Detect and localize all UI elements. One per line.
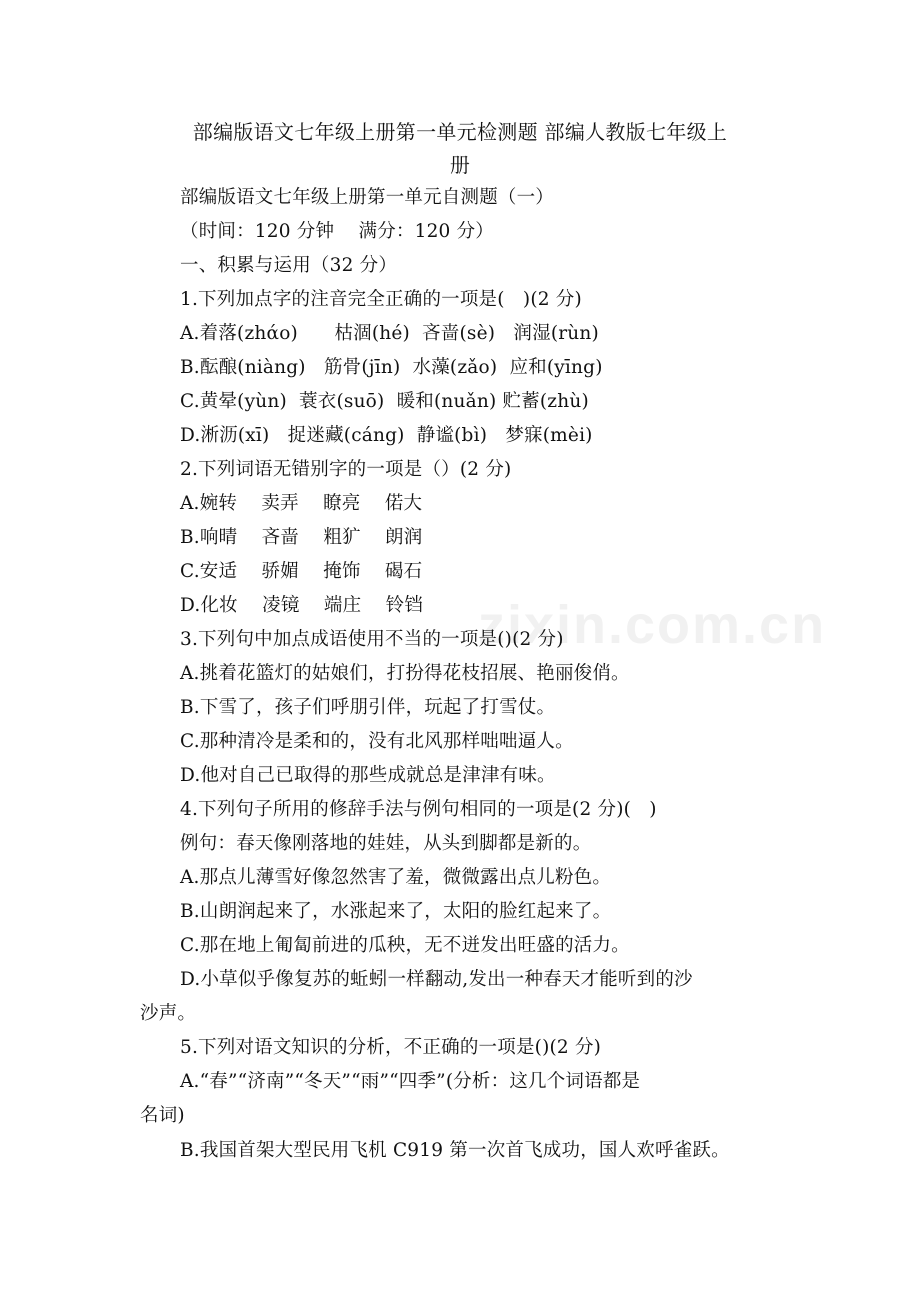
time-info: （时间：120 分钟 满分：120 分）	[180, 221, 495, 242]
title-line-2: 册	[449, 153, 471, 177]
q1-option-a: A.着落(zhάo) 枯涸(hé) 吝啬(sè) 润湿(rùn)	[180, 323, 599, 344]
q5-stem: 5.下列对语文知识的分析，不正确的一项是()(2 分)	[180, 1037, 602, 1058]
q2-stem: 2.下列词语无错别字的一项是（）(2 分)	[180, 459, 512, 480]
q4-option-b: B.山朗润起来了，水涨起来了，太阳的脸红起来了。	[180, 901, 612, 922]
q4-option-a: A.那点儿薄雪好像忽然害了羞，微微露出点儿粉色。	[180, 867, 612, 888]
q3-option-c: C.那种清冷是柔和的，没有北风那样咄咄逼人。	[180, 731, 574, 752]
watermark: zixin.com.cn	[478, 595, 827, 655]
q5-option-b: B.我国首架大型民用飞机 C919 第一次首飞成功，国人欢呼雀跃。	[180, 1140, 730, 1161]
q3-stem: 3.下列句中加点成语使用不当的一项是()(2 分)	[180, 629, 564, 650]
q4-example: 例句：春天像刚落地的娃娃，从头到脚都是新的。	[180, 833, 592, 854]
section-heading: 一、积累与运用（32 分）	[180, 255, 398, 276]
q2-option-b: B.响晴 吝啬 粗犷 朗润	[180, 527, 423, 548]
q4-option-d-line-2: 沙声。	[140, 1003, 197, 1024]
q2-option-a: A.婉转 卖弄 瞭亮 偌大	[180, 493, 423, 514]
q3-option-d: D.他对自己已取得的那些成就总是津津有味。	[180, 765, 556, 786]
q5-option-a-line-1: A.“春”“济南”“冬天”“雨”“四季”(分析：这几个词语都是	[180, 1071, 641, 1092]
q1-option-d: D.淅沥(xī) 捉迷藏(cáng) 静谧(bì) 梦寐(mèi)	[180, 425, 593, 446]
q2-option-d: D.化妆 凌镜 端庄 铃铛	[180, 595, 424, 616]
q1-stem: 1.下列加点字的注音完全正确的一项是( )(2 分)	[180, 289, 582, 310]
q3-option-a: A.挑着花篮灯的姑娘们，打扮得花枝招展、艳丽俊俏。	[180, 663, 630, 684]
q1-option-c: C.黄晕(yùn) 蓑衣(suō) 暖和(nuǎn) 贮蓄(zhù)	[180, 391, 589, 412]
document-title	[140, 116, 780, 182]
title-line-1: 部编版语文七年级上册第一单元检测题 部编人教版七年级上	[192, 120, 728, 144]
q2-option-c: C.安适 骄媚 掩饰 碣石	[180, 561, 423, 582]
q5-option-a-line-2: 名词)	[140, 1105, 185, 1126]
q4-option-c: C.那在地上匍匐前进的瓜秧，无不迸发出旺盛的活力。	[180, 935, 630, 956]
q4-option-d-line-1: D.小草似乎像复苏的蚯蚓一样翻动,发出一种春天才能听到的沙	[180, 969, 693, 990]
subtitle: 部编版语文七年级上册第一单元自测题（一）	[180, 187, 555, 208]
q1-option-b: B.酝酿(niàng) 筋骨(jīn) 水藻(zǎo) 应和(yīng)	[180, 357, 603, 378]
q3-option-b: B.下雪了，孩子们呼朋引伴，玩起了打雪仗。	[180, 697, 556, 718]
q4-stem: 4.下列句子所用的修辞手法与例句相同的一项是(2 分)( )	[180, 799, 657, 820]
